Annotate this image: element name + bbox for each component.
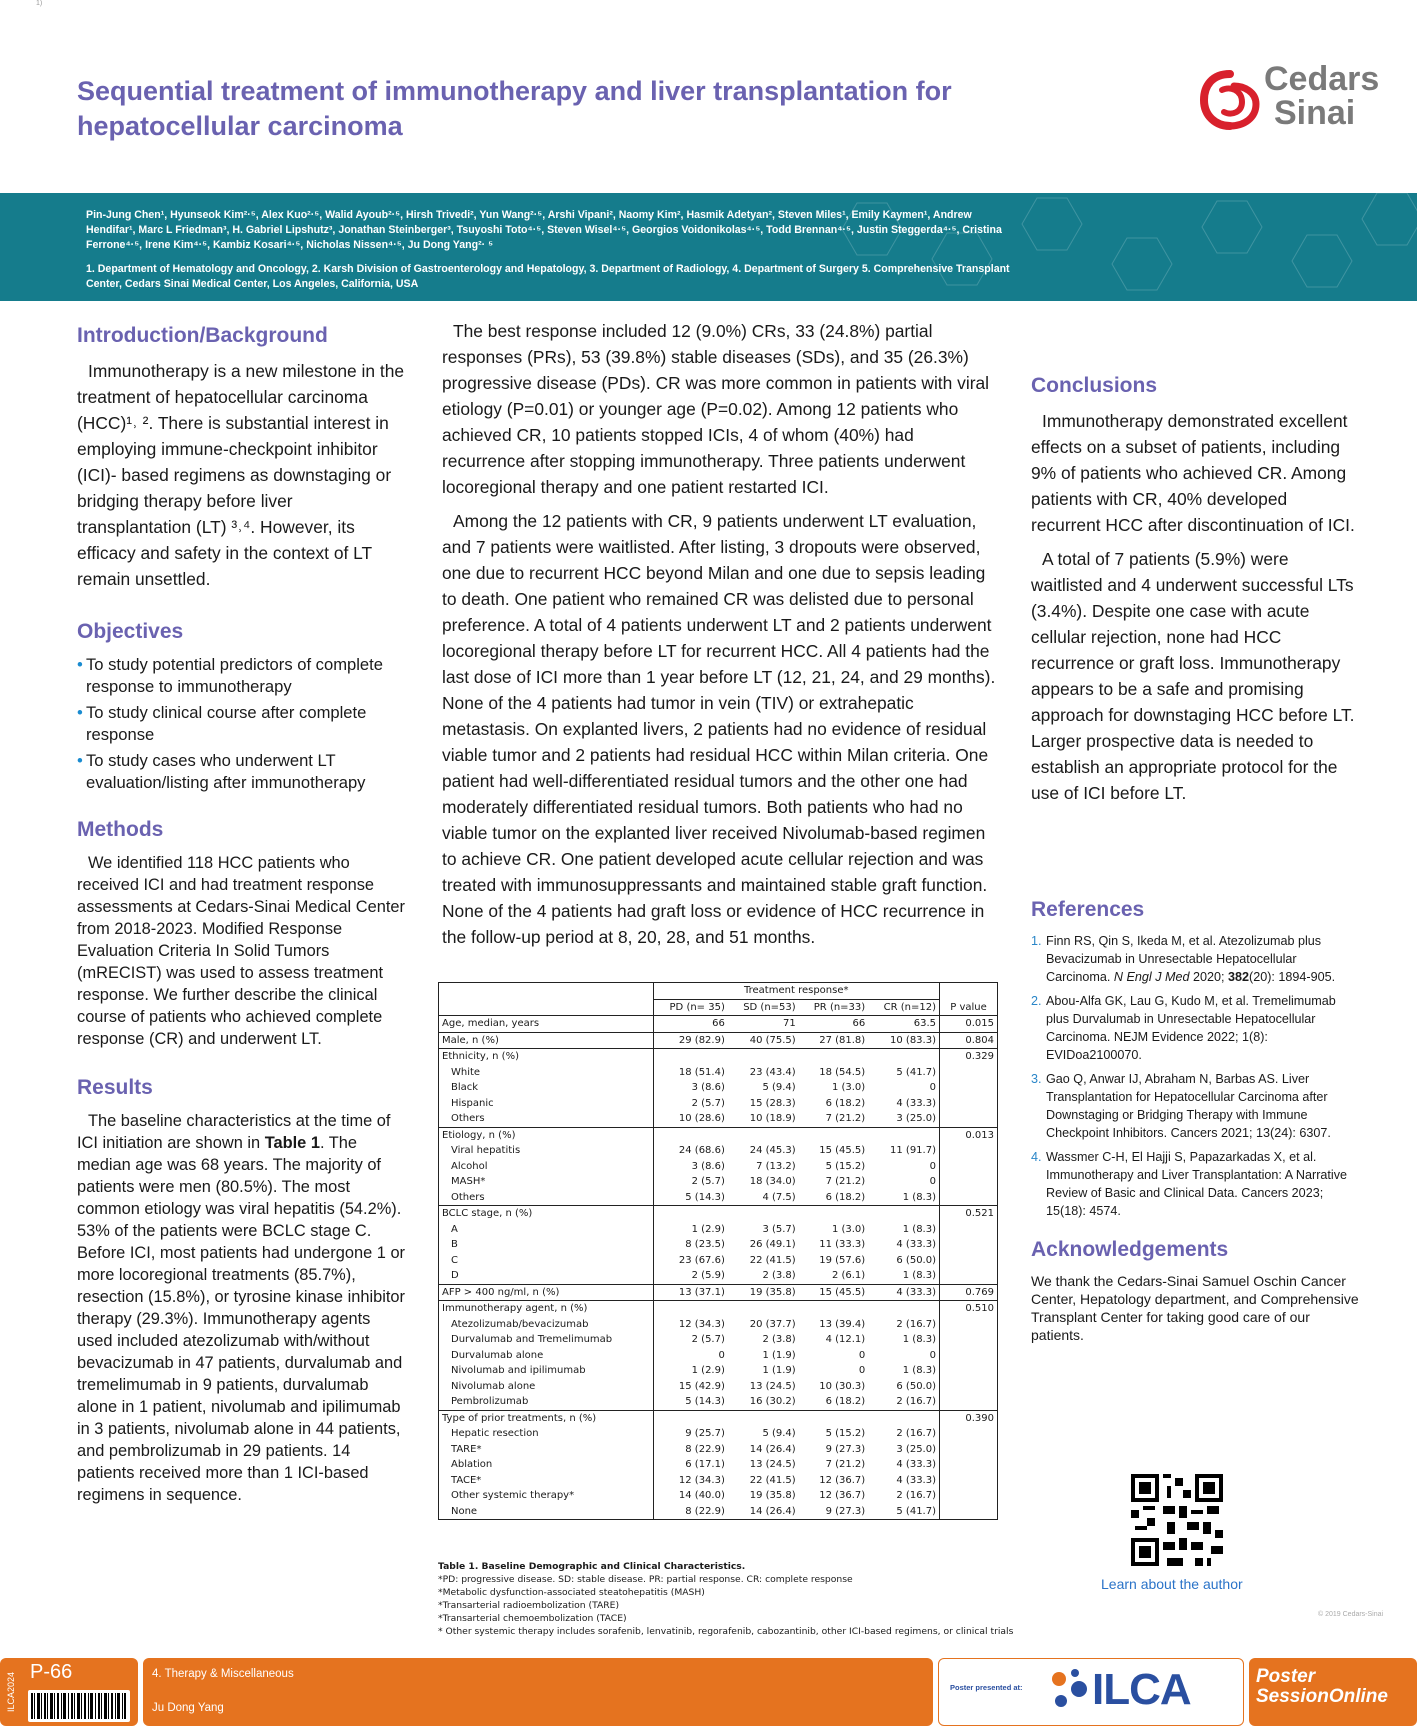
- cell-pr: 7 (21.2): [825, 1176, 866, 1187]
- table-row: [439, 1442, 998, 1458]
- ilca-logo-icon: [1045, 1665, 1093, 1713]
- cell-sd: 5 (9.4): [762, 1082, 796, 1093]
- author-list: Pin-Jung Chen¹, Hyunseok Kim²·⁵, Alex Kuo²·⁵, Walid Ayoub²·⁵, Hirsh Trivedi², Yun Wang²·⁵, Arshi Vipani², Naomy Kim², Hasmik Adetyan², Steven Miles¹, Emily Kaymen¹, Andrew Hendifar¹, Marc L Friedman³, H. Gabriel Lipshutz³, Jonathan Steinberger³, Tsuyoshi Toto⁴·⁵, Steven Wisel⁴·⁵, Georgios Voidonikolas⁴·⁵, Todd Brennan⁴·⁵, Justin Steggerda⁴·⁵, Cristina Ferrone⁴·⁵, Irene Kim⁴·⁵, Kambiz Kosari⁴·⁵, Nicholas Nissen⁴·⁵, Ju Dong Yang²· ⁵: [86, 209, 1002, 251]
- cell-pd: 1 (2.9): [653, 1363, 728, 1379]
- cell-p-value: [940, 1488, 998, 1504]
- cell-p-value: [940, 1426, 998, 1442]
- cell-sd: 7 (13.2): [756, 1160, 796, 1172]
- row-label: White: [451, 1066, 481, 1078]
- cell-p-value: [940, 1504, 998, 1520]
- row-label: Durvalumab alone: [451, 1349, 544, 1361]
- table-row: [439, 1363, 998, 1379]
- row-label: B: [451, 1239, 458, 1250]
- bullet-icon: •: [77, 655, 83, 674]
- cell-pd: 23 (67.6): [653, 1253, 728, 1269]
- cell-cr: [868, 1410, 939, 1426]
- results-text: The baseline characteristics at the time of ICI initiation are shown in Table 1. The median age was 68 years. The majority of patients were men (80.5%). The most common etiology was viral hepatitis (54.2%). 53% of the patients were BCLC stage C. Before ICI, most patients had undergone 1 or more locoregional treatments (85.7%), resection (15.8%), or tyrosine kinase inhibitor therapy (29.3%). Immunotherapy agents used included atezolizumab with/without bevacizumab in 47 patients, durvalumab and tremelimumab in 9 patients, durvalumab alone in 1 patient, nivolumab and ipilimumab in 3 patients, nivolumab alone in 44 patients, and pembrolizumab in 29 patients. 14 patients received more than 1 ICI-based regimens in sequence.: [77, 1112, 406, 1504]
- cell-pd: 13 (37.1): [653, 1284, 728, 1301]
- cell-p-value: [940, 1237, 998, 1253]
- table-row: [439, 1127, 998, 1143]
- cell-sd: 10 (18.9): [749, 1113, 796, 1124]
- poster-session-online-logo: Poster SessionOnline: [1256, 1666, 1388, 1707]
- cell-pd: 5 (14.3): [653, 1394, 728, 1410]
- copyright: © 2019 Cedars-Sinai: [1318, 1611, 1384, 1618]
- row-label: Etiology, n (%): [439, 1127, 654, 1143]
- cell-cr: 0: [929, 1176, 936, 1187]
- cell-pr: 12 (36.7): [819, 1474, 866, 1486]
- cell-p-value: 0.510: [940, 1301, 998, 1317]
- row-label: TARE*: [451, 1443, 482, 1455]
- cell-pr: 5 (15.2): [825, 1428, 866, 1439]
- conclusions-para-1: Immunotherapy demonstrated excellent effects on a subset of patients, including 9% of patients who achieved CR. Among patients with CR, 40% developed recurrent HCC after discontinuation of ICI.: [1031, 411, 1355, 535]
- row-label: Black: [451, 1082, 479, 1093]
- acknowledgements-text: We thank the Cedars-Sinai Samuel Oschin Cancer Center, Hepatology department, and Comprehensive Transplant Center for taking good care of our patients.: [1031, 1273, 1359, 1343]
- cell-p-value: [940, 1065, 998, 1081]
- cell-pd: [653, 1410, 728, 1426]
- cell-p-value: [940, 1159, 998, 1175]
- methods-heading: Methods: [77, 818, 164, 841]
- cell-pd: 1 (2.9): [653, 1222, 728, 1238]
- cell-pd: 24 (68.6): [653, 1143, 728, 1159]
- table-row: [439, 1206, 998, 1222]
- cell-cr: 2 (16.7): [896, 1490, 936, 1501]
- cell-pr: [799, 1127, 869, 1143]
- row-label: Pembrolizumab: [451, 1396, 529, 1407]
- row-label: Others: [451, 1113, 485, 1124]
- cell-cr: [868, 1127, 939, 1143]
- footer-vertical-code: ILCA2024: [6, 1671, 16, 1713]
- table-note: *Transarterial radioembolization (TARE): [438, 1600, 620, 1611]
- cell-cr: 4 (33.3): [896, 1097, 936, 1109]
- cell-pd: 66: [653, 1016, 728, 1033]
- cell-pr: 10 (30.3): [819, 1380, 866, 1392]
- table-row: [439, 1096, 998, 1112]
- logo-line-2: Sinai: [1274, 94, 1356, 132]
- cell-sd: 2 (3.8): [762, 1334, 796, 1345]
- acknowledgements-heading: Acknowledgements: [1031, 1238, 1229, 1261]
- table-row: [439, 1190, 998, 1206]
- table-row: [439, 1488, 998, 1504]
- table-row: [439, 1253, 998, 1269]
- cedars-sinai-logo: [1200, 60, 1380, 142]
- cell-p-value: 0.521: [940, 1206, 998, 1222]
- reference-item: 4. Wassmer C-H, El Hajji S, Papazarkadas X, et al. Immunotherapy and Liver Transplantation: A Narrative Review of Basic and Clinical Data. Cancers 2023; 15(18): 4574.: [1031, 1150, 1348, 1218]
- cell-cr: 0: [929, 1160, 936, 1172]
- cell-cr: [868, 1301, 939, 1317]
- logo-line-1: Cedars: [1264, 60, 1380, 98]
- reference-item: 1. Finn RS, Qin S, Ikeda M, et al. Atezolizumab plus Bevacizumab in Unresectable Hepatocellular Carcinoma. N Engl J Med 2020; 382(20): 1894-905.: [1031, 934, 1336, 984]
- bullet-icon: •: [77, 703, 83, 722]
- row-label: AFP > 400 ng/ml, n (%): [439, 1284, 654, 1301]
- cell-pr: [799, 1206, 869, 1222]
- row-label: Ablation: [451, 1459, 493, 1470]
- row-label: D: [451, 1270, 459, 1281]
- column-header: PR (n=33): [813, 1001, 866, 1013]
- cell-sd: [728, 1049, 799, 1065]
- cell-p-value: [940, 1457, 998, 1473]
- cell-cr: 0: [929, 1349, 936, 1361]
- cell-pd: 2 (5.7): [653, 1174, 728, 1190]
- cell-pr: 19 (57.6): [819, 1254, 866, 1266]
- cell-cr: 1 (8.3): [902, 1223, 936, 1235]
- cell-cr: 63.5: [868, 1016, 939, 1033]
- table-row: [439, 1237, 998, 1253]
- corner-mark: 1): [36, 0, 43, 7]
- cell-cr: 4 (33.3): [896, 1474, 936, 1486]
- cell-sd: 1 (1.9): [762, 1365, 796, 1376]
- cell-p-value: [940, 1174, 998, 1190]
- cell-pr: 11 (33.3): [819, 1239, 866, 1250]
- results-para-2: Among the 12 patients with CR, 9 patients underwent LT evaluation, and 7 patients were waitlisted. After listing, 3 dropouts were observed, one due to recurrent HCC beyond Milan and one due to sepsis leading to death. One patient who remained CR was delisted due to personal preference. A total of 4 patients underwent LT and 2 patients underwent locoregional therapy before LT for recurrent HCC. All 4 patients had the last dose of ICI more than 1 year before LT (12, 21, 24, and 29 months). None of the 4 patients had tumor in vein (TIV) or extrahepatic metastasis. On explanted livers, 2 patients had no evidence of residual viable tumor and 2 patients had residual HCC within Milan criteria. One patient had well-differentiated residual tumors and the other one had moderately differentiated residual tumors. Both patients who had no viable tumor on the explanted liver received Nivolumab-based regimen to achieve CR. One patient developed acute cellular rejection and was treated with immunosuppressants and maintained stable graft function. None of the 4 patients had graft loss or evidence of HCC recurrence in the follow-up period at 8, 20, 28, and 51 months.: [442, 511, 996, 947]
- cell-sd: 26 (49.1): [749, 1239, 796, 1250]
- row-label: Others: [451, 1191, 485, 1203]
- cell-p-value: [940, 1442, 998, 1458]
- cell-cr: 2 (16.7): [896, 1318, 936, 1330]
- cell-p-value: [940, 1096, 998, 1112]
- cell-cr: 5 (41.7): [896, 1505, 936, 1517]
- table-note: *PD: progressive disease. SD: stable disease. PR: partial response. CR: complete response: [438, 1574, 853, 1585]
- table-row: [439, 1473, 998, 1489]
- cell-pr: 0: [858, 1365, 866, 1376]
- cell-p-value: [940, 1394, 998, 1410]
- table-row: [439, 1159, 998, 1175]
- cell-cr: 0: [929, 1082, 936, 1093]
- cell-sd: 5 (9.4): [762, 1428, 796, 1439]
- table-row: [439, 1174, 998, 1190]
- cell-sd: 4 (7.5): [762, 1191, 796, 1203]
- barcode-icon: [28, 1690, 130, 1722]
- table-row: [439, 1301, 998, 1317]
- cell-pd: 8 (22.9): [653, 1504, 728, 1520]
- cell-pr: [799, 1049, 869, 1065]
- affiliations: 1. Department of Hematology and Oncology, 2. Karsh Division of Gastroenterology and Hepatology, 3. Department of Radiology, 4. Department of Surgery 5. Comprehensive Transplant Center, Cedars Sinai Medical Center, Los Angeles, California, USA: [86, 263, 1010, 290]
- cell-p-value: 0.329: [940, 1049, 998, 1065]
- cell-pr: 1 (3.0): [831, 1082, 866, 1093]
- cell-p-value: [940, 1363, 998, 1379]
- cell-cr: 6 (50.0): [896, 1380, 936, 1392]
- cell-sd: [728, 1206, 799, 1222]
- cell-pd: 14 (40.0): [653, 1488, 728, 1504]
- cell-sd: 19 (35.8): [728, 1284, 799, 1301]
- table-note: * Other systemic therapy includes sorafenib, lenvatinib, regorafenib, cabozantinib, other ICI-based regimens, or clinical trials: [438, 1626, 1014, 1637]
- cell-pd: 3 (8.6): [653, 1159, 728, 1175]
- table-note: *Metabolic dysfunction-associated steatohepatitis (MASH): [438, 1587, 705, 1598]
- cell-pr: 7 (21.2): [825, 1459, 866, 1470]
- table-row: [439, 1222, 998, 1238]
- cell-cr: [868, 1049, 939, 1065]
- cell-sd: 22 (41.5): [749, 1474, 796, 1486]
- conclusions-heading: Conclusions: [1031, 374, 1158, 397]
- column-header: CR (n=12): [883, 1001, 936, 1013]
- reference-item: 3. Gao Q, Anwar IJ, Abraham N, Barbas AS. Liver Transplantation for Hepatocellular Carcinoma after Downstaging or Bridging Therapy with Immune Checkpoint Inhibitors. Cancers 2021; 13(24): 6307.: [1031, 1072, 1331, 1140]
- cell-p-value: [940, 1080, 998, 1096]
- table-row: [439, 1268, 998, 1284]
- row-label: Immunotherapy agent, n (%): [439, 1301, 654, 1317]
- cell-pr: 15 (45.5): [799, 1284, 869, 1301]
- objective-item: • To study potential predictors of complete response to immunotherapy: [77, 655, 384, 696]
- poster-number: P-66: [30, 1661, 73, 1683]
- table-row: [439, 1410, 998, 1426]
- table-row: [439, 1049, 998, 1065]
- cedars-sinai-logo-icon: [1200, 60, 1264, 142]
- cell-pr: 6 (18.2): [825, 1396, 866, 1407]
- cell-pd: 0: [653, 1348, 728, 1364]
- cell-pr: 15 (45.5): [819, 1145, 866, 1156]
- row-label: TACE*: [451, 1474, 482, 1486]
- cell-sd: 40 (75.5): [728, 1032, 799, 1049]
- cell-sd: 3 (5.7): [762, 1223, 796, 1235]
- references-heading: References: [1031, 898, 1145, 921]
- table-row: [439, 1080, 998, 1096]
- cell-cr: 1 (8.3): [902, 1365, 936, 1376]
- cell-pd: 2 (5.7): [653, 1096, 728, 1112]
- row-label: None: [451, 1505, 478, 1517]
- cell-sd: 15 (28.3): [749, 1097, 796, 1109]
- treatment-response-header: Treatment response*: [653, 983, 940, 1000]
- column-header: SD (n=53): [743, 1001, 796, 1013]
- left-column: [77, 324, 407, 1506]
- row-label: Nivolumab alone: [451, 1380, 536, 1392]
- table-row: [439, 1317, 998, 1333]
- table-row: [439, 1016, 998, 1033]
- table-row: [439, 1332, 998, 1348]
- cell-sd: [728, 1127, 799, 1143]
- cell-pr: [799, 1301, 869, 1317]
- cell-pd: [653, 1301, 728, 1317]
- baseline-table: [438, 982, 998, 1520]
- cell-cr: 1 (8.3): [902, 1334, 936, 1345]
- row-label: Type of prior treatments, n (%): [439, 1410, 654, 1426]
- row-label: Nivolumab and ipilimumab: [451, 1365, 586, 1376]
- results-para-1: The best response included 12 (9.0%) CRs, 33 (24.8%) partial responses (PRs), 53 (39.8%) stable diseases (SDs), and 35 (26.3%) progressive disease (PDs). CR was more common in patients with viral etiology (P=0.01) or younger age (P=0.02). Among 12 patients who achieved CR, 10 patients stopped ICIs, 4 of whom (40%) had recurrence after stopping immunotherapy. Three patients underwent locoregional therapy and one patient restarted ICI.: [442, 321, 990, 497]
- cell-cr: 5 (41.7): [896, 1066, 936, 1078]
- cell-pd: 8 (23.5): [653, 1237, 728, 1253]
- cell-pr: 66: [799, 1016, 869, 1033]
- cell-pr: 9 (27.3): [825, 1443, 866, 1455]
- cell-sd: [728, 1410, 799, 1426]
- qr-code-icon[interactable]: [1131, 1474, 1223, 1566]
- reference-list: [1031, 932, 1361, 1220]
- cell-p-value: [940, 1348, 998, 1364]
- cell-p-value: 0.390: [940, 1410, 998, 1426]
- table-row: [439, 1284, 998, 1301]
- cell-cr: 2 (16.7): [896, 1428, 936, 1439]
- cell-sd: 13 (24.5): [749, 1380, 796, 1392]
- cell-pd: [653, 1206, 728, 1222]
- intro-text: Immunotherapy is a new milestone in the treatment of hepatocellular carcinoma (HCC)¹˒ ². There is substantial interest in employing immune-checkpoint inhibitor (ICI)- based regimens as downstaging or bridging therapy before liver transplantation (LT) ³˒⁴. However, its efficacy and safety in the context of LT remain unsettled.: [77, 361, 405, 589]
- cell-cr: 11 (91.7): [890, 1145, 936, 1156]
- row-label: BCLC stage, n (%): [439, 1206, 654, 1222]
- cell-p-value: [940, 1253, 998, 1269]
- bullet-icon: •: [77, 751, 83, 770]
- cell-pr: [799, 1410, 869, 1426]
- table-notes: [438, 1560, 1018, 1638]
- cell-pd: 8 (22.9): [653, 1442, 728, 1458]
- cell-pr: 7 (21.2): [825, 1113, 866, 1124]
- cell-p-value: [940, 1111, 998, 1127]
- column-header: P value: [940, 983, 998, 1016]
- cell-cr: 1 (8.3): [902, 1270, 936, 1281]
- cell-pd: 18 (51.4): [653, 1065, 728, 1081]
- column-header: PD (n= 35): [653, 999, 728, 1016]
- cell-p-value: [940, 1379, 998, 1395]
- cell-pr: 6 (18.2): [825, 1191, 866, 1203]
- learn-about-author-link[interactable]: Learn about the author: [1101, 1576, 1243, 1592]
- cell-pd: 5 (14.3): [653, 1190, 728, 1206]
- objectives-list: [77, 654, 407, 794]
- intro-heading: Introduction/Background: [77, 324, 328, 347]
- cell-pd: 2 (5.7): [653, 1332, 728, 1348]
- right-column: [1031, 374, 1361, 1344]
- cell-p-value: 0.013: [940, 1127, 998, 1143]
- cell-sd: 18 (34.0): [749, 1176, 796, 1187]
- cell-sd: 19 (35.8): [749, 1490, 796, 1501]
- cell-sd: 23 (43.4): [749, 1066, 796, 1078]
- cell-p-value: 0.015: [940, 1016, 998, 1033]
- presented-at-label: Poster presented at:: [950, 1683, 1023, 1692]
- cell-pd: [653, 1127, 728, 1143]
- cell-pd: [653, 1049, 728, 1065]
- cell-p-value: [940, 1190, 998, 1206]
- cell-sd: 22 (41.5): [749, 1254, 796, 1266]
- table-row: [439, 1143, 998, 1159]
- cell-pd: 3 (8.6): [653, 1080, 728, 1096]
- table-note: *Transarterial chemoembolization (TACE): [438, 1613, 627, 1624]
- cell-p-value: 0.804: [940, 1032, 998, 1049]
- cell-pd: 12 (34.3): [653, 1317, 728, 1333]
- row-label: A: [451, 1223, 458, 1235]
- cell-cr: 10 (83.3): [868, 1032, 939, 1049]
- table-row: [439, 1032, 998, 1049]
- cell-p-value: [940, 1332, 998, 1348]
- footer-category: 4. Therapy & Miscellaneous: [152, 1668, 294, 1680]
- cell-pr: 6 (18.2): [825, 1097, 866, 1109]
- cell-p-value: [940, 1268, 998, 1284]
- methods-text: We identified 118 HCC patients who received ICI and had treatment response assessments at Cedars-Sinai Medical Center from 2018-2023. Modified Response Evaluation Criteria In Solid Tumors (mRECIST) was used to assess treatment response. We further describe the clinical course of patients who achieved complete response (CR) and underwent LT.: [77, 854, 405, 1048]
- table-row: [439, 1065, 998, 1081]
- cell-sd: 14 (26.4): [749, 1443, 796, 1455]
- row-label: Hepatic resection: [451, 1428, 539, 1439]
- cell-pr: 9 (27.3): [825, 1505, 866, 1517]
- cell-p-value: [940, 1317, 998, 1333]
- cell-sd: 24 (45.3): [749, 1145, 796, 1156]
- row-label: Durvalumab and Tremelimumab: [451, 1334, 613, 1345]
- cell-cr: [868, 1206, 939, 1222]
- row-label: Viral hepatitis: [451, 1145, 521, 1156]
- cell-cr: 3 (25.0): [896, 1113, 936, 1124]
- footer-author: Ju Dong Yang: [152, 1702, 224, 1714]
- cell-pd: 12 (34.3): [653, 1473, 728, 1489]
- objectives-heading: Objectives: [77, 620, 184, 643]
- row-label: Atezolizumab/bevacizumab: [451, 1318, 589, 1330]
- row-label: Male, n (%): [439, 1032, 654, 1049]
- cell-sd: 14 (26.4): [749, 1505, 796, 1517]
- row-label: Hispanic: [451, 1097, 494, 1109]
- row-label: Ethnicity, n (%): [439, 1049, 654, 1065]
- table-row: [439, 1394, 998, 1410]
- cell-sd: 20 (37.7): [749, 1318, 796, 1330]
- row-label: Alcohol: [451, 1160, 488, 1172]
- conclusions-para-2: A total of 7 patients (5.9%) were waitlisted and 4 underwent successful LTs (3.4%). Despite one case with acute cellular rejection, none had HCC recurrence or graft loss. Immunotherapy appears to be a safe and promising approach for downstaging HCC before LT. Larger prospective data is needed to establish an appropriate protocol for the use of ICI before LT.: [1031, 549, 1355, 803]
- cell-cr: 2 (16.7): [896, 1396, 936, 1407]
- cell-pd: 10 (28.6): [653, 1111, 728, 1127]
- cell-sd: 16 (30.2): [749, 1396, 796, 1407]
- results-heading: Results: [77, 1076, 153, 1099]
- row-label: Other systemic therapy*: [451, 1490, 575, 1501]
- cell-pr: 27 (81.8): [799, 1032, 869, 1049]
- cell-sd: 2 (3.8): [762, 1270, 796, 1281]
- cell-sd: 13 (24.5): [749, 1459, 796, 1470]
- cell-pd: 29 (82.9): [653, 1032, 728, 1049]
- cell-pr: 1 (3.0): [831, 1223, 866, 1235]
- table-row: [439, 1348, 998, 1364]
- middle-column: [442, 318, 997, 950]
- table-row: [439, 1504, 998, 1520]
- cell-p-value: 0.769: [940, 1284, 998, 1301]
- objective-item: • To study cases who underwent LT evaluation/listing after immunotherapy: [77, 751, 366, 792]
- table-caption: Table 1. Baseline Demographic and Clinical Characteristics.: [438, 1561, 746, 1572]
- cell-cr: 4 (33.3): [896, 1459, 936, 1470]
- cell-cr: 4 (33.3): [896, 1239, 936, 1250]
- table-row: [439, 1457, 998, 1473]
- table-reference: Table 1: [264, 1134, 320, 1152]
- table-row: [439, 1426, 998, 1442]
- cell-pr: 5 (15.2): [825, 1160, 866, 1172]
- cell-cr: 1 (8.3): [902, 1191, 936, 1203]
- cell-cr: 6 (50.0): [896, 1254, 936, 1266]
- poster-title: Sequential treatment of immunotherapy and liver transplantation for hepatocellular carcinoma: [77, 76, 952, 141]
- row-label: MASH*: [451, 1176, 486, 1187]
- cell-sd: 71: [728, 1016, 799, 1033]
- row-label: Age, median, years: [439, 1016, 654, 1033]
- cell-cr: 3 (25.0): [896, 1443, 936, 1455]
- cell-p-value: [940, 1473, 998, 1489]
- cell-cr: 4 (33.3): [868, 1284, 939, 1301]
- cell-pd: 6 (17.1): [653, 1457, 728, 1473]
- cell-pr: 12 (36.7): [819, 1490, 866, 1501]
- cell-pd: 2 (5.9): [653, 1268, 728, 1284]
- cell-pr: 13 (39.4): [819, 1318, 866, 1330]
- cell-pd: 9 (25.7): [653, 1426, 728, 1442]
- objective-item: • To study clinical course after complete response: [77, 703, 367, 744]
- table-row: [439, 1111, 998, 1127]
- cell-pr: 18 (54.5): [819, 1066, 866, 1078]
- cell-p-value: [940, 1222, 998, 1238]
- cell-sd: 1 (1.9): [762, 1349, 796, 1361]
- cell-p-value: [940, 1143, 998, 1159]
- cell-sd: [728, 1301, 799, 1317]
- cell-pr: 4 (12.1): [825, 1334, 866, 1345]
- cell-pd: 15 (42.9): [653, 1379, 728, 1395]
- ilca-logo-text: ILCA: [1092, 1665, 1191, 1714]
- table-row: [439, 1379, 998, 1395]
- reference-item: 2. Abou-Alfa GK, Lau G, Kudo M, et al. Tremelimumab plus Durvalumab in Unresectable Hepatocellular Carcinoma. NEJM Evidence 2022; 1(8): EVIDoa2100070.: [1031, 994, 1336, 1062]
- cell-pr: 0: [858, 1349, 866, 1361]
- row-label: C: [451, 1254, 458, 1266]
- cell-pr: 2 (6.1): [831, 1270, 866, 1281]
